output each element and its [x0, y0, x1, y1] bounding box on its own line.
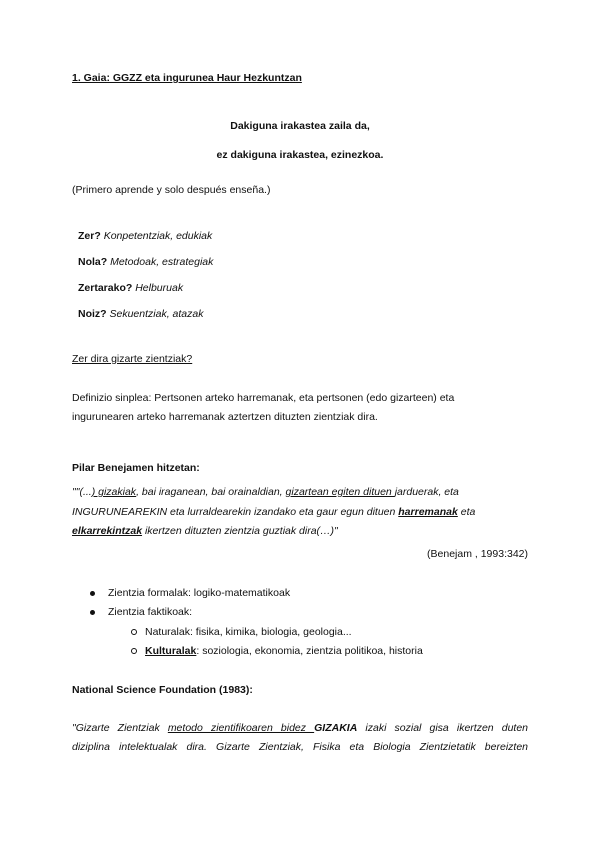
bullet-icon: [90, 610, 95, 615]
list-item: Zientzia faktikoak:: [108, 606, 193, 618]
section-title: Zer dira gizarte zientziak?: [72, 353, 193, 365]
pilar-quote-line-2: [72, 506, 475, 518]
question-label: Noiz?: [78, 308, 107, 320]
definition-line-1: Definizio sinplea: Pertsonen arteko harremanak, eta pertsonen (edo gizarteen) eta: [72, 392, 455, 404]
question-label: Zer?: [78, 230, 101, 242]
question-row: [78, 230, 212, 242]
question-row: [78, 282, 183, 294]
quote-fragment: jarduerak, eta: [394, 486, 459, 498]
nsf-heading: National Science Foundation (1983):: [72, 684, 253, 696]
sub-bullet-icon: [131, 629, 137, 635]
sub-list-item: [145, 645, 423, 657]
nsf-quote-line-2: diziplina intelektualak dira. Gizarte Zientziak, Fisika eta Biologia Zientzietatik bereizten: [72, 741, 528, 753]
question-label: Nola?: [78, 256, 108, 268]
citation: (Benejam , 1993:342): [427, 548, 528, 560]
sub-list-item: Naturalak: fisika, kimika, biologia, geologia...: [145, 626, 352, 638]
quote-fragment: ) gizakiak: [91, 486, 137, 498]
sub-list-text: : soziologia, ekonomia, zientzia politikoa, historia: [196, 645, 423, 657]
question-answer: Konpetentziak, edukiak: [103, 230, 213, 242]
sub-list-label: Kulturalak: [145, 645, 197, 657]
quote-line-2: ez dakiguna irakastea, ezinezkoa.: [216, 149, 384, 161]
pilar-quote-line-3: [72, 525, 338, 537]
quote-fragment: harremanak: [398, 506, 458, 518]
quote-fragment: elkarrekintzak: [72, 525, 143, 537]
quote-fragment: metodo zientifikoaren bidez: [167, 722, 315, 734]
question-answer: Sekuentziak, atazak: [109, 308, 204, 320]
pilar-quote-line-1: [72, 486, 459, 498]
quote-fragment: eta: [457, 506, 476, 518]
quote-fragment: , bai iraganean, bai orainaldian,: [136, 486, 286, 498]
bullet-icon: [90, 591, 95, 596]
sub-bullet-icon: [131, 648, 137, 654]
document-heading: 1. Gaia: GGZZ eta ingurunea Haur Hezkuntzan: [72, 72, 302, 84]
quote-fragment: ""(...: [72, 486, 92, 498]
quote-fragment: INGURUNEAREKIN eta lurraldearekin izandako eta gaur egun dituen: [72, 506, 399, 518]
nsf-quote-line-1: [72, 722, 528, 734]
translation-text: (Primero aprende y solo después enseña.): [72, 184, 271, 196]
pilar-heading: Pilar Benejamen hitzetan:: [72, 462, 200, 474]
definition-line-2: ingurunearen arteko harremanak aztertzen dituzten zientziak dira.: [72, 411, 378, 423]
question-row: [78, 308, 203, 320]
quote-fragment: gizartean egiten dituen: [285, 486, 395, 498]
quote-fragment: "Gizarte Zientziak: [72, 722, 168, 734]
question-row: [78, 256, 213, 268]
quote-fragment: GIZAKIA: [314, 722, 358, 734]
question-answer: Metodoak, estrategiak: [110, 256, 214, 268]
quote-line-1: Dakiguna irakastea zaila da,: [230, 120, 370, 132]
quote-fragment: ikertzen dituzten zientzia guztiak dira(…)": [142, 525, 338, 537]
question-label: Zertarako?: [78, 282, 133, 294]
question-answer: Helburuak: [135, 282, 184, 294]
quote-fragment: izaki sozial gisa ikertzen duten: [357, 722, 529, 734]
list-item: Zientzia formalak: logiko-matematikoak: [108, 587, 291, 599]
